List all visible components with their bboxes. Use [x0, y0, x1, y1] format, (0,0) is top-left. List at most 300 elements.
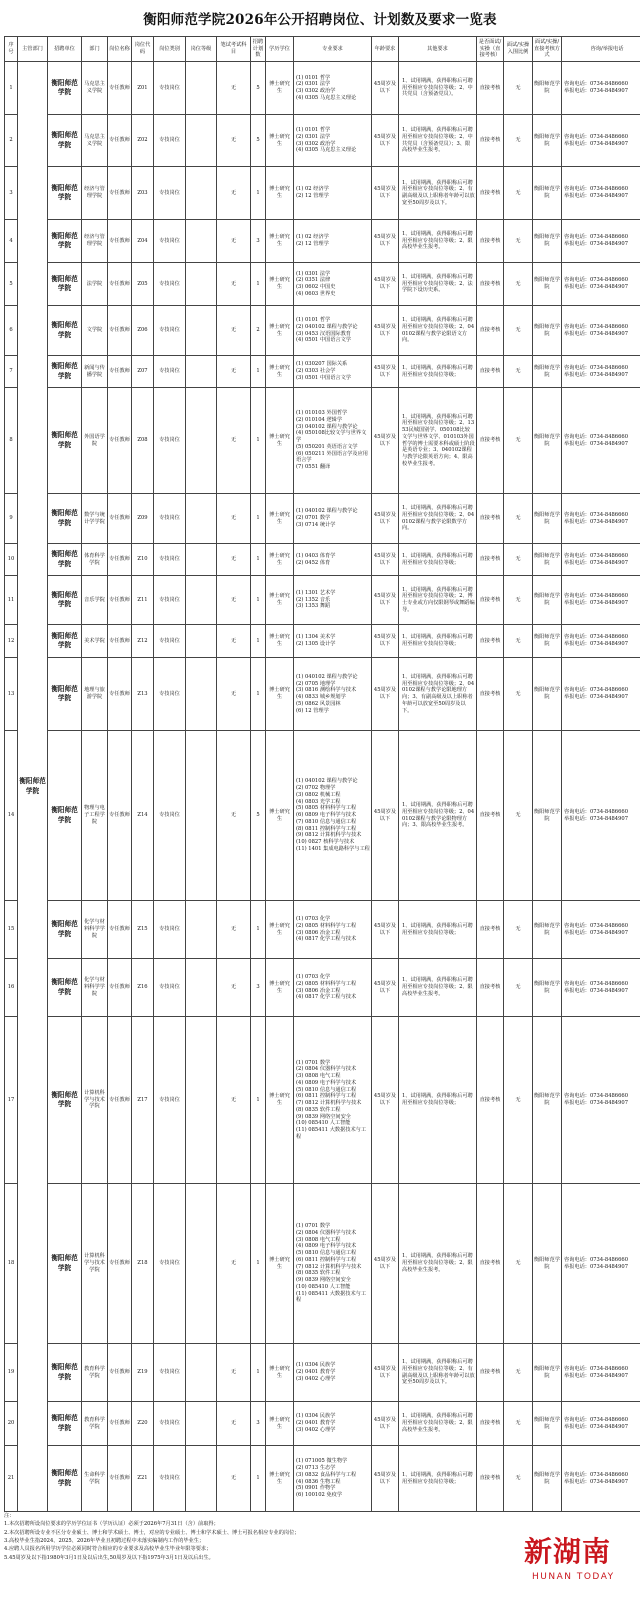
major-item: (7) 0812 计算机科学与技术	[296, 1100, 362, 1106]
major-requirements	[294, 263, 372, 306]
assessment-unit: 衡阳师范学院	[533, 62, 562, 115]
major-item: (5) 0810 信息与通信工程	[296, 1086, 357, 1093]
major-item: (1) 1304 美术学	[296, 634, 336, 641]
assessment-unit: 衡阳师范学院	[533, 731, 562, 901]
supervising-dept: 衡阳师范学院	[18, 62, 48, 1512]
major-item: (6) 0809 电子科学与技术	[296, 812, 357, 819]
report-phone: 举报电话：0734-8484907	[564, 815, 628, 822]
employer-unit: 衡阳师范学院	[48, 658, 82, 731]
position-name: 专任教师	[108, 1402, 132, 1446]
interview-type: 直接考核	[477, 1402, 504, 1446]
major-item: (7) 0551 翻译	[296, 464, 331, 471]
position-level	[186, 306, 217, 356]
employer-unit: 衡阳师范学院	[48, 306, 82, 356]
consult-phone: 咨询电话：0734-8486660	[564, 186, 628, 193]
other-requirements: 1、试用期满，获得职称后可聘用至相应专技岗位等级；2、中共党员（含预备党员）；3、限高校毕业生报考。	[399, 115, 477, 167]
department: 计算机科学与技术学院	[82, 1184, 108, 1344]
contact-phones	[562, 356, 640, 388]
position-level	[186, 576, 217, 625]
interview-ratio: 无	[504, 115, 533, 167]
position-level	[186, 220, 217, 263]
major-item: (3) 040102 课程与教学论	[296, 423, 358, 430]
department: 化学与材料科学学院	[82, 959, 108, 1017]
footnote-line: 4.应聘人员报名所用学历学位必须同时符合相应的专业要求及高校毕业生毕业年限等要求；	[4, 1546, 212, 1553]
department: 教育科学学院	[82, 1402, 108, 1446]
position-level	[186, 731, 217, 901]
major-item: (3) 0402 心理学	[296, 1426, 336, 1433]
position-category: 专技岗位	[154, 901, 186, 959]
interview-type: 直接考核	[477, 658, 504, 731]
report-phone: 举报电话：0734-8484907	[564, 1372, 628, 1379]
column-header: 面试/实操入围比例	[504, 37, 533, 62]
position-level	[186, 658, 217, 731]
position-name: 专任教师	[108, 263, 132, 306]
major-item: (4) 0817 化学工程与技术	[296, 994, 357, 1001]
major-requirements	[294, 576, 372, 625]
contact-phones	[562, 658, 640, 731]
employer-unit: 衡阳师范学院	[48, 544, 82, 576]
hiring-count: 5	[251, 62, 266, 115]
major-item: (2) 0301 法学	[296, 81, 331, 88]
position-category: 专技岗位	[154, 959, 186, 1017]
row-number: 10	[5, 544, 18, 576]
exam-subject: 无	[217, 576, 251, 625]
interview-ratio: 无	[504, 62, 533, 115]
table-row	[5, 576, 640, 625]
position-code: Z09	[132, 494, 154, 544]
hunan-today-watermark	[520, 1530, 630, 1594]
degree: 博士研究生	[266, 356, 294, 388]
consult-phone: 咨询电话：0734-8486660	[564, 277, 628, 284]
table-row	[5, 115, 640, 167]
position-code: Z08	[132, 388, 154, 494]
column-header: 主管部门	[18, 37, 48, 62]
column-header: 是否面试/实操（直接考核）	[477, 37, 504, 62]
position-name: 专任教师	[108, 1017, 132, 1184]
position-code: Z19	[132, 1344, 154, 1402]
report-phone: 举报电话：0734-8484907	[564, 241, 628, 247]
age-requirement: 45周岁及以下	[372, 1344, 399, 1402]
position-name: 专任教师	[108, 544, 132, 576]
table-row	[5, 1344, 640, 1402]
exam-subject: 无	[217, 220, 251, 263]
position-code: Z15	[132, 901, 154, 959]
interview-type: 直接考核	[477, 731, 504, 901]
degree: 博士研究生	[266, 959, 294, 1017]
employer-unit: 衡阳师范学院	[48, 494, 82, 544]
position-code: Z06	[132, 306, 154, 356]
degree: 博士研究生	[266, 901, 294, 959]
employer-unit: 衡阳师范学院	[48, 356, 82, 388]
contact-phones	[562, 731, 640, 901]
interview-type: 直接考核	[477, 306, 504, 356]
age-requirement: 45周岁及以下	[372, 1402, 399, 1446]
interview-ratio: 无	[504, 220, 533, 263]
major-requirements	[294, 1402, 372, 1446]
major-item: (11) 085411 大数据技术与工程	[296, 1290, 367, 1304]
consult-phone: 咨询电话：0734-8486660	[564, 922, 628, 929]
position-name: 专任教师	[108, 576, 132, 625]
assessment-unit: 衡阳师范学院	[533, 1446, 562, 1512]
major-item: (3) 0302 政治学	[296, 140, 336, 147]
major-item: (3) 0806 冶金工程	[296, 929, 341, 936]
major-item: (3) 0714 统计学	[296, 521, 336, 528]
employer-unit: 衡阳师范学院	[48, 220, 82, 263]
major-item: (1) 0701 数学	[296, 1223, 331, 1229]
major-item: (3) 1353 舞蹈	[296, 603, 331, 610]
position-level	[186, 494, 217, 544]
exam-subject: 无	[217, 1446, 251, 1512]
consult-phone: 咨询电话：0734-8486660	[564, 133, 628, 140]
degree: 博士研究生	[266, 115, 294, 167]
major-item: (1) 040102 课程与教学论	[296, 673, 358, 680]
employer-unit: 衡阳师范学院	[48, 731, 82, 901]
degree: 博士研究生	[266, 1184, 294, 1344]
major-item: (6) 12 管理学	[296, 707, 329, 714]
major-item: (2) 0301 法学	[296, 133, 331, 140]
employer-unit: 衡阳师范学院	[48, 959, 82, 1017]
report-phone: 举报电话：0734-8484907	[564, 330, 628, 337]
column-header: 年龄要求	[372, 37, 399, 62]
other-requirements: 1、试用期满，获得职称后可聘用至相应专技岗位等级；2、040102课程与教学论限语文方向。	[399, 306, 477, 356]
position-category: 专技岗位	[154, 658, 186, 731]
major-item: (7) 0812 计算机科学与技术	[296, 1263, 362, 1270]
column-header: 面试/实操/直接考核方式	[533, 37, 562, 62]
major-item: (2) 0701 数学	[296, 515, 331, 522]
position-category: 专技岗位	[154, 1017, 186, 1184]
degree: 博士研究生	[266, 544, 294, 576]
row-number: 12	[5, 625, 18, 658]
exam-subject: 无	[217, 1402, 251, 1446]
major-item: (1) 0101 哲学	[296, 317, 331, 323]
major-item: (2) 12 管理学	[296, 241, 329, 247]
position-code: Z21	[132, 1446, 154, 1512]
major-item: (2) 0705 地理学	[296, 680, 336, 687]
employer-unit: 衡阳师范学院	[48, 115, 82, 167]
position-name: 专任教师	[108, 1344, 132, 1402]
major-item: (3) 0802 机械工程	[296, 791, 341, 798]
hiring-count: 5	[251, 731, 266, 901]
major-item: (1) 071005 微生物学	[296, 1458, 348, 1465]
hiring-count: 1	[251, 625, 266, 658]
position-category: 专技岗位	[154, 1344, 186, 1402]
major-item: (4) 050108比较文学与世界文学	[296, 430, 367, 444]
major-item: (3) 0806 冶金工程	[296, 987, 341, 994]
table-row	[5, 731, 640, 901]
position-level	[186, 901, 217, 959]
position-name: 专任教师	[108, 731, 132, 901]
interview-ratio: 无	[504, 1402, 533, 1446]
recruitment-table	[4, 36, 640, 1512]
column-header: 学历学位	[266, 37, 294, 62]
other-requirements: 1、试用期满，获得职称后可聘用至相应专技岗位等级；2、040102课程与教学论限物理方向；3、限高校毕业生报考。	[399, 731, 477, 901]
other-requirements: 1、试用期满，获得职称后可聘用至相应专技岗位等级；2、博士专业或方向仅限钢琴或舞蹈编导。	[399, 576, 477, 625]
assessment-unit: 衡阳师范学院	[533, 544, 562, 576]
interview-ratio: 无	[504, 901, 533, 959]
report-phone: 举报电话：0734-8484907	[564, 559, 628, 566]
column-header: 招聘单位	[48, 37, 82, 62]
department: 文学院	[82, 306, 108, 356]
hiring-count: 3	[251, 959, 266, 1017]
interview-type: 直接考核	[477, 1017, 504, 1184]
position-name: 专任教师	[108, 220, 132, 263]
position-level	[186, 1184, 217, 1344]
department: 经济与管理学院	[82, 220, 108, 263]
interview-ratio: 无	[504, 1344, 533, 1402]
row-number: 17	[5, 1017, 18, 1184]
footnote-line: 1.本次招聘所设岗位要求的学历学位证书（学历认证）必须于2026年7月31日（含）前取得；	[4, 1521, 219, 1528]
hiring-count: 1	[251, 263, 266, 306]
table-row	[5, 62, 640, 115]
interview-type: 直接考核	[477, 625, 504, 658]
position-level	[186, 388, 217, 494]
row-number: 8	[5, 388, 18, 494]
report-phone: 举报电话：0734-8484907	[564, 1423, 628, 1430]
position-level	[186, 62, 217, 115]
major-item: (2) 0401 教育学	[296, 1420, 336, 1427]
contact-phones	[562, 494, 640, 544]
consult-phone: 咨询电话：0734-8486660	[564, 1256, 628, 1263]
interview-ratio: 无	[504, 263, 533, 306]
employer-unit: 衡阳师范学院	[48, 576, 82, 625]
consult-phone: 咨询电话：0734-8486660	[564, 634, 628, 641]
exam-subject: 无	[217, 625, 251, 658]
position-code: Z02	[132, 115, 154, 167]
exam-subject: 无	[217, 167, 251, 220]
position-name: 专任教师	[108, 62, 132, 115]
major-item: (6) 0811 控制科学与工程	[296, 1256, 357, 1263]
age-requirement: 45周岁及以下	[372, 263, 399, 306]
hiring-count: 1	[251, 494, 266, 544]
major-item: (3) 0816 测绘科学与技术	[296, 687, 357, 694]
position-category: 专技岗位	[154, 388, 186, 494]
consult-phone: 咨询电话：0734-8486660	[564, 1093, 628, 1100]
major-item: (4) 0833 城乡规划学	[296, 694, 346, 700]
exam-subject: 无	[217, 901, 251, 959]
degree: 博士研究生	[266, 1402, 294, 1446]
major-item: (1) 0101 哲学	[296, 127, 331, 133]
contact-phones	[562, 1446, 640, 1512]
contact-phones	[562, 1184, 640, 1344]
footnote-line: 2.本次招聘所设专业不区分专业硕士、博士和学术硕士、博士，对应的专业硕士、博士和学术硕士、博士可报名相应专业的岗位；	[4, 1529, 300, 1536]
major-item: (2) 0805 材料科学与工程	[296, 980, 357, 987]
row-number: 16	[5, 959, 18, 1017]
table-row	[5, 306, 640, 356]
interview-type: 直接考核	[477, 1344, 504, 1402]
major-item: (2) 0713 生态学	[296, 1465, 336, 1471]
employer-unit: 衡阳师范学院	[48, 263, 82, 306]
position-name: 专任教师	[108, 1184, 132, 1344]
consult-phone: 咨询电话：0734-8486660	[564, 593, 628, 600]
major-item: (3) 0808 电气工程	[296, 1073, 341, 1079]
degree: 博士研究生	[266, 220, 294, 263]
report-phone: 举报电话：0734-8484907	[564, 1263, 628, 1270]
position-category: 专技岗位	[154, 731, 186, 901]
table-row	[5, 494, 640, 544]
department: 经济与管理学院	[82, 167, 108, 220]
degree: 博士研究生	[266, 576, 294, 625]
row-number: 13	[5, 658, 18, 731]
age-requirement: 45周岁及以下	[372, 731, 399, 901]
assessment-unit: 衡阳师范学院	[533, 901, 562, 959]
assessment-unit: 衡阳师范学院	[533, 1344, 562, 1402]
position-category: 专技岗位	[154, 167, 186, 220]
major-item: (9) 0839 网络空间安全	[296, 1113, 351, 1120]
major-requirements	[294, 356, 372, 388]
position-name: 专任教师	[108, 658, 132, 731]
assessment-unit: 衡阳师范学院	[533, 356, 562, 388]
major-item: (7) 0810 信息与通信工程	[296, 818, 357, 825]
major-requirements	[294, 959, 372, 1017]
table-row	[5, 356, 640, 388]
interview-type: 直接考核	[477, 62, 504, 115]
exam-subject: 无	[217, 731, 251, 901]
interview-type: 直接考核	[477, 1184, 504, 1344]
major-item: (5) 0810 信息与通信工程	[296, 1250, 357, 1256]
other-requirements: 1、试用期满，获得职称后可聘用至相应专技岗位等级；	[399, 356, 477, 388]
employer-unit: 衡阳师范学院	[48, 1344, 82, 1402]
major-item: (2) 1305 设计学	[296, 641, 336, 647]
major-item: (10) 085410 人工智能	[296, 1283, 351, 1290]
hiring-count: 2	[251, 306, 266, 356]
contact-phones	[562, 1344, 640, 1402]
interview-ratio: 无	[504, 731, 533, 901]
interview-ratio: 无	[504, 167, 533, 220]
column-header: 部门	[82, 37, 108, 62]
interview-ratio: 无	[504, 544, 533, 576]
age-requirement: 45周岁及以下	[372, 625, 399, 658]
other-requirements: 1、试用期满，获得职称后可聘用至相应专技岗位等级；2、限高校毕业生报考。	[399, 220, 477, 263]
contact-phones	[562, 959, 640, 1017]
table-row	[5, 625, 640, 658]
major-item: (11) 085411 大数据技术与工程	[296, 1127, 367, 1140]
hiring-count: 1	[251, 1344, 266, 1402]
employer-unit: 衡阳师范学院	[48, 625, 82, 658]
interview-type: 直接考核	[477, 220, 504, 263]
assessment-unit: 衡阳师范学院	[533, 115, 562, 167]
employer-unit: 衡阳师范学院	[48, 1184, 82, 1344]
major-requirements	[294, 167, 372, 220]
other-requirements: 1、试用期满，获得职称后可聘用至相应专技岗位等级；2、法学院下设历史系。	[399, 263, 477, 306]
hiring-count: 1	[251, 356, 266, 388]
position-name: 专任教师	[108, 1446, 132, 1512]
age-requirement: 45周岁及以下	[372, 494, 399, 544]
position-level	[186, 1446, 217, 1512]
hiring-count: 1	[251, 1017, 266, 1184]
major-item: (1) 1301 艺术学	[296, 589, 336, 596]
degree: 博士研究生	[266, 306, 294, 356]
major-requirements	[294, 658, 372, 731]
position-code: Z12	[132, 625, 154, 658]
major-item: (2) 12 管理学	[296, 193, 329, 199]
position-name: 专任教师	[108, 388, 132, 494]
position-code: Z04	[132, 220, 154, 263]
interview-type: 直接考核	[477, 356, 504, 388]
interview-type: 直接考核	[477, 576, 504, 625]
row-number: 5	[5, 263, 18, 306]
exam-subject: 无	[217, 1017, 251, 1184]
employer-unit: 衡阳师范学院	[48, 901, 82, 959]
major-item: (3) 0602 中国史	[296, 284, 336, 290]
hiring-count: 1	[251, 1446, 266, 1512]
row-number: 4	[5, 220, 18, 263]
table-row	[5, 959, 640, 1017]
interview-ratio: 无	[504, 306, 533, 356]
watermark-logo-text: 新湖南	[524, 1535, 612, 1568]
report-phone: 举报电话：0734-8484907	[564, 440, 628, 447]
major-item: (9) 0812 计算机科学与技术	[296, 832, 362, 839]
contact-phones	[562, 115, 640, 167]
consult-phone: 咨询电话：0734-8486660	[564, 323, 628, 330]
assessment-unit: 衡阳师范学院	[533, 658, 562, 731]
contact-phones	[562, 263, 640, 306]
age-requirement: 45周岁及以下	[372, 1446, 399, 1512]
interview-type: 直接考核	[477, 115, 504, 167]
major-requirements	[294, 220, 372, 263]
position-category: 专技岗位	[154, 263, 186, 306]
column-header: 专业要求	[294, 37, 372, 62]
position-name: 专任教师	[108, 494, 132, 544]
consult-phone: 咨询电话：0734-8486660	[564, 980, 628, 987]
column-header: 招聘计划数	[251, 37, 266, 62]
row-number: 21	[5, 1446, 18, 1512]
position-category: 专技岗位	[154, 62, 186, 115]
major-item: (1) 010103 外国哲学	[296, 410, 348, 417]
row-number: 20	[5, 1402, 18, 1446]
position-name: 专任教师	[108, 959, 132, 1017]
major-item: (8) 0835 软件工程	[296, 1106, 341, 1113]
exam-subject: 无	[217, 356, 251, 388]
other-requirements: 1、试用期满，获得职称后可聘用至相应专技岗位等级；	[399, 901, 477, 959]
assessment-unit: 衡阳师范学院	[533, 576, 562, 625]
major-item: (6) 0811 控制科学与工程	[296, 1093, 357, 1100]
position-category: 专技岗位	[154, 1184, 186, 1344]
major-item: (6) 100102 免疫学	[296, 1492, 343, 1498]
major-item: (2) 010104 逻辑学	[296, 416, 343, 423]
consult-phone: 咨询电话：0734-8486660	[564, 1416, 628, 1423]
column-header: 岗位等级	[186, 37, 217, 62]
major-requirements	[294, 388, 372, 494]
major-item: (4) 0501 中国语言文学	[296, 337, 351, 344]
position-level	[186, 625, 217, 658]
consult-phone: 咨询电话：0734-8486660	[564, 364, 628, 371]
hiring-count: 3	[251, 220, 266, 263]
other-requirements: 1、试用期满，获得职称后可聘用至相应专技岗位等级；	[399, 1017, 477, 1184]
degree: 博士研究生	[266, 731, 294, 901]
hiring-count: 1	[251, 576, 266, 625]
employer-unit: 衡阳师范学院	[48, 167, 82, 220]
major-requirements	[294, 494, 372, 544]
report-phone: 举报电话：0734-8484907	[564, 140, 628, 147]
row-number: 7	[5, 356, 18, 388]
table-row	[5, 263, 640, 306]
table-row	[5, 1017, 640, 1184]
report-phone: 举报电话：0734-8484907	[564, 371, 628, 378]
department: 教育科学学院	[82, 1344, 108, 1402]
contact-phones	[562, 576, 640, 625]
row-number: 14	[5, 731, 18, 901]
age-requirement: 45周岁及以下	[372, 115, 399, 167]
exam-subject: 无	[217, 263, 251, 306]
major-item: (10) 0827 核科学与技术	[296, 839, 355, 846]
department: 外国语学院	[82, 388, 108, 494]
major-item: (1) 0304 民族学	[296, 1362, 336, 1369]
interview-type: 直接考核	[477, 494, 504, 544]
other-requirements: 1、试用期满，获得职称后可聘用至相应专技岗位等级；2、中共党员（含预备党员）。	[399, 62, 477, 115]
major-item: (4) 0809 电子科学与技术	[296, 1243, 357, 1250]
major-requirements	[294, 1344, 372, 1402]
position-level	[186, 1402, 217, 1446]
